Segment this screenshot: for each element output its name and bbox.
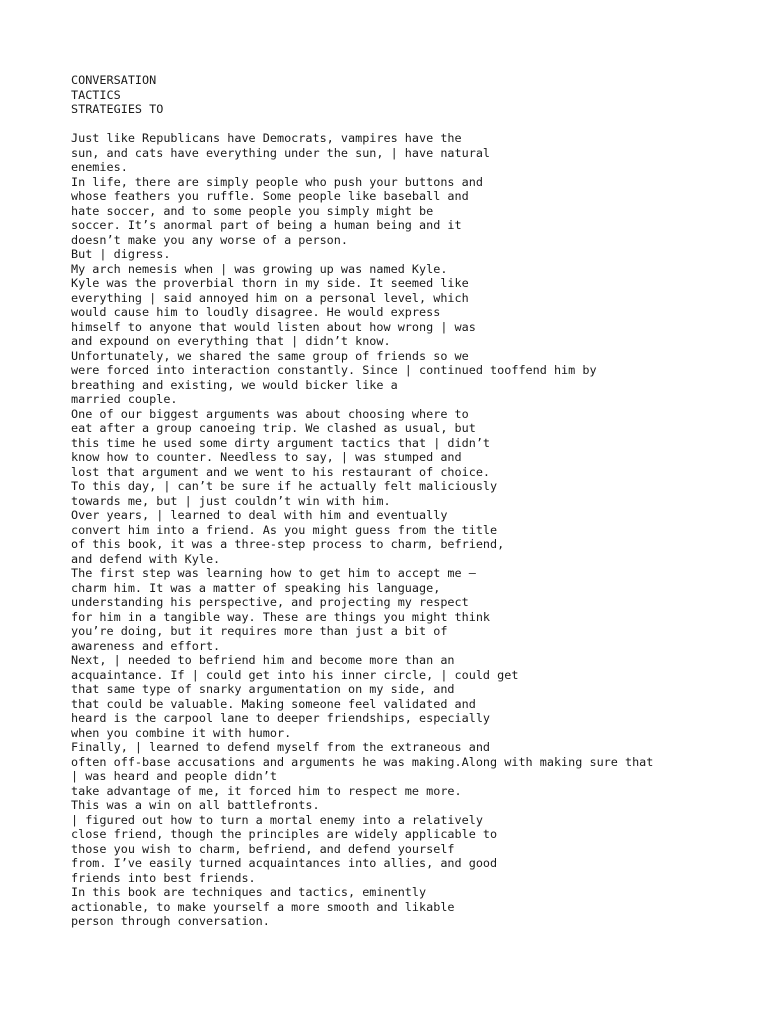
title-line: TACTICS — [71, 87, 121, 102]
title-line: CONVERSATION — [71, 73, 157, 87]
text-line: The first step was learning how to get him to accept me — — [71, 566, 476, 580]
text-line: In this book are techniques and tactics, eminently — [71, 885, 427, 899]
text-line: married couple. — [71, 392, 178, 406]
text-line: This was a win on all battlefronts. — [71, 798, 320, 812]
text-line: One of our biggest arguments was about choosing where to — [71, 406, 469, 421]
text-line: My arch nemesis when | was growing up was named Kyle. — [71, 261, 448, 276]
text-line: | figured out how to turn a mortal enemy into a relatively — [71, 812, 483, 827]
text-line: towards me, but | just couldn’t win with him. — [71, 493, 391, 508]
text-line: | was heard and people didn’t — [71, 769, 277, 783]
text-line: awareness and effort. — [71, 638, 221, 653]
text-line: those you wish to charm, befriend, and defend yourself — [71, 841, 455, 856]
text-line: To this day, | can’t be sure if he actually felt maliciously — [71, 479, 498, 493]
text-line: of this book, it was a three-step process to charm, befriend, — [71, 537, 505, 551]
text-line: close friend, though the principles are widely applicable to — [71, 827, 498, 841]
text-line: heard is the carpool lane to deeper friendships, especially — [71, 711, 491, 725]
text-line: eat after a group canoeing trip. We clashed as usual, but — [71, 421, 476, 435]
text-line: were forced into interaction constantly. Since | continued tooffend him by — [71, 363, 597, 377]
text-line: would cause him to loudly disagree. He would express — [71, 305, 441, 319]
text-line: acquaintance. If | could get into his inner circle, | could get — [71, 667, 519, 682]
text-line: everything | said annoyed him on a personal level, which — [71, 290, 469, 305]
text-line: sun, and cats have everything under the sun, | have natural — [71, 145, 491, 160]
text-line: enemies. — [71, 160, 128, 174]
document-page — [71, 73, 761, 929]
text-line: and defend with Kyle. — [71, 551, 221, 566]
text-line: you’re doing, but it requires more than just a bit of — [71, 624, 448, 638]
text-line: convert him into a friend. As you might guess from the title — [71, 522, 498, 537]
text-line: Kyle was the proverbial thorn in my side. It seemed like — [71, 276, 469, 290]
text-line: from. I’ve easily turned acquaintances into allies, and good — [71, 856, 498, 870]
text-line: himself to anyone that would listen about how wrong | was — [71, 319, 476, 334]
text-line: know how to counter. Needless to say, | was stumped and — [71, 450, 462, 464]
title-spacer — [71, 117, 761, 132]
text-line: Just like Republicans have Democrats, vampires have the — [71, 131, 462, 145]
text-line: friends into best friends. — [71, 870, 256, 885]
text-line: this time he used some dirty argument tactics that | didn’t — [71, 435, 491, 450]
text-line: doesn’t make you any worse of a person. — [71, 232, 348, 247]
text-line: and expound on everything that | didn’t know. — [71, 334, 391, 348]
text-line: soccer. It’s anormal part of being a human being and it — [71, 218, 462, 232]
document-title — [71, 73, 761, 117]
text-line: whose feathers you ruffle. Some people like baseball and — [71, 189, 469, 203]
text-line: charm him. It was a matter of speaking his language, — [71, 580, 441, 595]
text-line: often off-base accusations and arguments he was making.Along with making sure that — [71, 754, 654, 769]
text-line: take advantage of me, it forced him to respect me more. — [71, 783, 462, 798]
text-line: understanding his perspective, and projecting my respect — [71, 595, 469, 609]
text-line: hate soccer, and to some people you simply might be — [71, 203, 434, 218]
text-line: breathing and existing, we would bicker like a — [71, 377, 398, 392]
text-line: But | digress. — [71, 247, 171, 261]
text-line: Finally, | learned to defend myself from the extraneous and — [71, 740, 491, 754]
document-body — [71, 131, 761, 929]
text-line: actionable, to make yourself a more smooth and likable — [71, 899, 455, 914]
text-line: Over years, | learned to deal with him and eventually — [71, 508, 448, 522]
text-line: for him in a tangible way. These are things you might think — [71, 609, 491, 624]
text-line: Unfortunately, we shared the same group of friends so we — [71, 348, 469, 363]
text-line: person through conversation. — [71, 914, 270, 928]
text-line: that could be valuable. Making someone feel validated and — [71, 696, 476, 711]
text-line: lost that argument and we went to his restaurant of choice. — [71, 464, 491, 479]
text-line: Next, | needed to befriend him and become more than an — [71, 653, 455, 667]
text-line: In life, there are simply people who push your buttons and — [71, 174, 483, 189]
text-line: when you combine it with humor. — [71, 725, 292, 740]
title-line: STRATEGIES TO — [71, 102, 164, 116]
text-line: that same type of snarky argumentation on my side, and — [71, 682, 455, 696]
